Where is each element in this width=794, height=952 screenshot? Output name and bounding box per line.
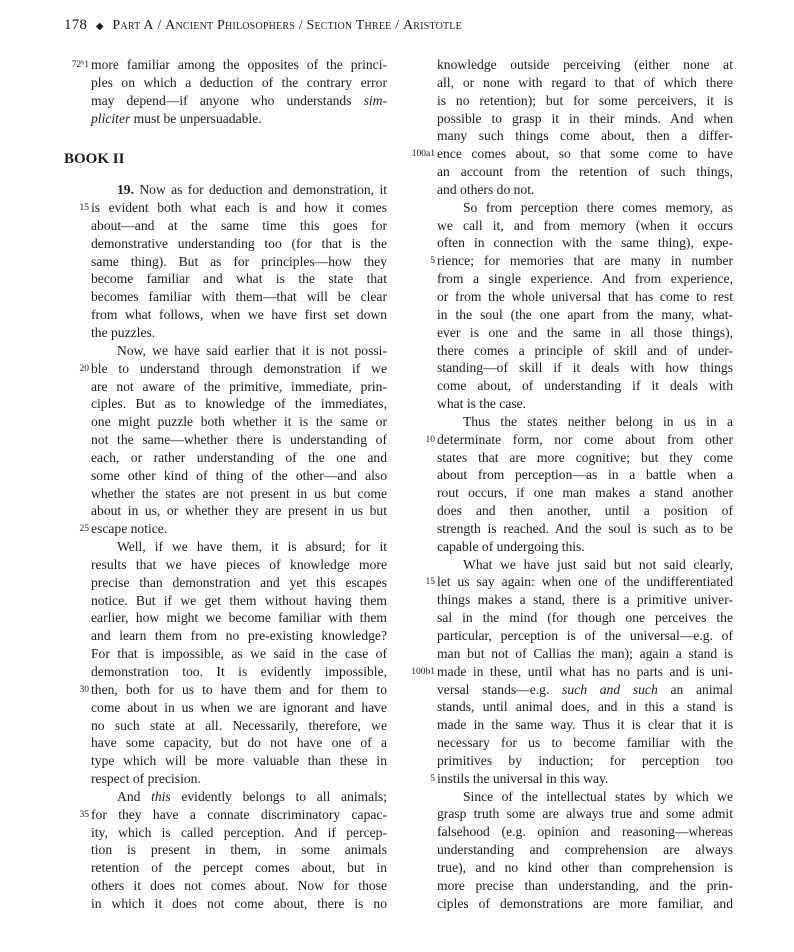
- text-line: states that are more cognitive; but they come: [437, 449, 733, 465]
- text-line: demonstration too. It is evidently impossible,: [91, 664, 387, 679]
- margin-ref: 35: [79, 809, 89, 820]
- text-line: 19. Now as for deduction and demonstration, it: [117, 182, 387, 198]
- margin-ref: 5: [430, 256, 435, 267]
- text-line: 25 escape notice.: [91, 520, 387, 538]
- margin-ref: 10: [425, 434, 435, 445]
- section-number: 19.: [117, 182, 134, 198]
- text-line: about—and at the same time this goes for: [91, 217, 387, 233]
- text-line: many such things come about, then a differ-: [437, 128, 733, 144]
- text-line: often in connection with the same thing), expe-: [437, 235, 733, 251]
- page-number: 178: [64, 17, 88, 33]
- text-line: about in us, or whether they are present in us but: [91, 503, 387, 519]
- diamond-separator-icon: ◆: [95, 21, 104, 32]
- margin-ref: 15: [79, 203, 89, 214]
- text-line: 5 instils the universal in this way.: [437, 770, 733, 788]
- margin-ref: 30: [79, 684, 89, 695]
- text-line: or from the whole universal that has come to rest: [437, 288, 733, 304]
- text-line: 35 for they have a connate discriminatory capac-: [91, 806, 387, 824]
- text-line: 15 is evident both what each is and how it comes: [91, 199, 387, 217]
- text-line: we call it, and from memory (when it occurs: [437, 217, 733, 233]
- text-line: 5 rience; for memories that are many in number: [437, 252, 733, 270]
- text-line: pliciter must be unpersuadable.: [91, 110, 262, 126]
- text-line: have some capacity, but do not have one of a: [91, 735, 387, 751]
- text-line: made in the same way. Thus it is clear that it is: [437, 717, 733, 733]
- text-line: same thing). But as for principles—how they: [91, 253, 387, 269]
- header-slash: /: [298, 18, 303, 33]
- text-line: So from perception there comes memory, as: [463, 199, 733, 215]
- margin-ref: 100a1: [411, 149, 435, 160]
- text-line: 20 ble to understand through demonstration if we: [91, 360, 387, 378]
- text-line: becomes familiar with them—that will be clear: [91, 289, 387, 305]
- text-line: may depend—if anyone who understands sim-: [91, 92, 387, 108]
- text-line: strength is reached. And the soul is such as to be: [437, 520, 733, 536]
- text-line: is no retention); but for some perceivers, it is: [437, 92, 733, 108]
- text-line: each, or rather understanding of the one and: [91, 449, 387, 465]
- text-line: Since of the intellectual states by which we: [463, 788, 733, 804]
- text-line: does and then another, until a position of: [437, 503, 733, 519]
- text-line: understanding and comprehension are always: [437, 842, 733, 858]
- text-line: falsehood (e.g. opinion and reasoning—whereas: [437, 824, 733, 840]
- text-line: earlier, how might we become familiar with them: [91, 610, 387, 626]
- text-line: possible to grasp it in their minds. And when: [437, 110, 733, 126]
- text-line: What we have just said but not said clearly,: [463, 556, 733, 572]
- text-line: Now, we have said earlier that it is not possi-: [117, 342, 387, 358]
- text-line: 10 determinate form, nor come about from other: [437, 431, 733, 449]
- text-line: respect of precision.: [91, 771, 201, 787]
- text-line: some other kind of thing of the other—and also: [91, 467, 387, 483]
- text-line: are not aware of the primitive, immediate, prin-: [91, 378, 387, 394]
- margin-ref: 5: [430, 773, 435, 784]
- text-line: from what follows, when we have first set down: [91, 307, 387, 323]
- text-line: retention of the percept comes about, but in: [91, 860, 387, 876]
- text-line: ples on which a deduction of the contrary error: [91, 74, 387, 90]
- text-line: stands, until animal does, and in this a stand is: [437, 699, 733, 715]
- text-line: knowledge outside perceiving (either none at: [437, 57, 733, 72]
- margin-ref: 20: [79, 363, 89, 374]
- header-slash: /: [157, 18, 162, 33]
- text-line: ever is one and the same in all those things),: [437, 324, 733, 340]
- text-line: no such state at all. Necessarily, therefore, we: [91, 717, 387, 733]
- text-line: tion is present in them, in some animals: [91, 842, 387, 858]
- header-author: Aristotle: [402, 18, 462, 33]
- text-line: rout occurs, if one man makes a stand another: [437, 485, 733, 501]
- text-line: For that is impossible, as we said in the case of: [91, 646, 387, 662]
- header-section: Section Three: [306, 18, 392, 33]
- text-line: grasp truth some are always true and some admit: [437, 806, 733, 822]
- text-line: the puzzles.: [91, 324, 156, 340]
- right-column: [411, 56, 733, 913]
- text-line: from a single experience. And from experience,: [437, 271, 733, 287]
- running-header: [64, 17, 462, 34]
- margin-ref: 25: [79, 524, 89, 535]
- text-line: an account from the retention of such things,: [437, 164, 733, 180]
- text-line: 30 then, both for us to have them and for them to: [91, 681, 387, 699]
- text-line: capable of undergoing this.: [437, 538, 585, 554]
- left-column: [64, 56, 387, 913]
- text-line: 100a1 ence comes about, so that some come to have: [437, 145, 733, 163]
- text-line: 15 let us say again: when one of the undifferentiated: [437, 573, 733, 591]
- text-line: precise than demonstration and yet this escapes: [91, 574, 387, 590]
- text-line: one might puzzle both whether it is the same or: [91, 414, 387, 430]
- text-line: And this evidently belongs to all animals;: [117, 788, 387, 804]
- text-line: ciples of demonstrations are more familiar, and: [437, 895, 733, 911]
- text-line: come about, of understanding if it deals with: [437, 378, 733, 394]
- header-slash: /: [395, 18, 400, 33]
- text-line: 100b1 made in these, until what has no parts and is uni-: [437, 663, 733, 681]
- text-line: whether the states are not present in us but come: [91, 485, 387, 501]
- text-line: more precise than understanding, and the prin-: [437, 877, 733, 893]
- book-heading: BOOK II: [64, 151, 125, 168]
- text-line: Well, if we have them, it is absurd; for it: [117, 539, 387, 555]
- margin-ref: 72ᵇ1: [71, 60, 89, 70]
- text-line: Thus the states neither belong in us in a: [463, 413, 733, 429]
- text-line: and learn them from no pre-existing knowledge?: [91, 628, 387, 644]
- margin-ref: 15: [425, 577, 435, 588]
- text-line: true), and no kind other than comprehension is: [437, 859, 733, 875]
- text-line: not the same—whether there is understanding of: [91, 432, 387, 448]
- text-line: primitives by induction; for perception too: [437, 752, 733, 768]
- text-line: man but not of Callias the man); again a stand is: [437, 645, 733, 661]
- text-line: in the soul (the one apart from the many, what-: [437, 306, 733, 322]
- text-line: ity, which is called perception. And if percep-: [91, 824, 387, 840]
- text-line: things makes a stand, there is a primitive univer-: [437, 592, 733, 608]
- text-line: ciples. But as to knowledge of the immediates,: [91, 396, 387, 412]
- header-collection: Ancient Philosophers: [165, 18, 295, 33]
- text-line: necessary for us to become familiar with the: [437, 735, 733, 751]
- text-line: others it does not comes about. Now for those: [91, 878, 387, 894]
- text-line: results that we have pieces of knowledge more: [91, 556, 387, 572]
- header-part: Part A: [112, 18, 154, 33]
- text-line: notice. But if we get them without having them: [91, 592, 387, 608]
- text-line: standing—of skill if it deals with how things: [437, 360, 733, 376]
- margin-ref: 100b1: [411, 666, 435, 677]
- text-line: all, or none with regard to that of which there: [437, 74, 733, 90]
- text-line: sal in the mind (for though one perceives the: [437, 610, 733, 626]
- text-line: and others do not.: [437, 181, 535, 197]
- text-line: there comes a principle of skill and of under-: [437, 342, 733, 358]
- text-line: come about in us when we are ignorant and have: [91, 699, 387, 715]
- text-line: versal stands—e.g. such and such an animal: [437, 681, 733, 697]
- text-line: 72ᵇ1 more familiar among the opposites of the princi-: [91, 56, 387, 74]
- text-line: demonstrative understanding too (for that is the: [91, 235, 387, 251]
- text-line: in which it does not come about, there is no: [91, 895, 387, 911]
- text-line: particular, perception is of the universal—e.g. of: [437, 628, 733, 643]
- text-line: about from perception—as in a battle when a: [437, 467, 733, 483]
- text-line: become familiar and what is the state that: [91, 271, 387, 287]
- text-line: type which will be more valuable than these in: [91, 753, 387, 769]
- text-line: what is the case.: [437, 396, 527, 412]
